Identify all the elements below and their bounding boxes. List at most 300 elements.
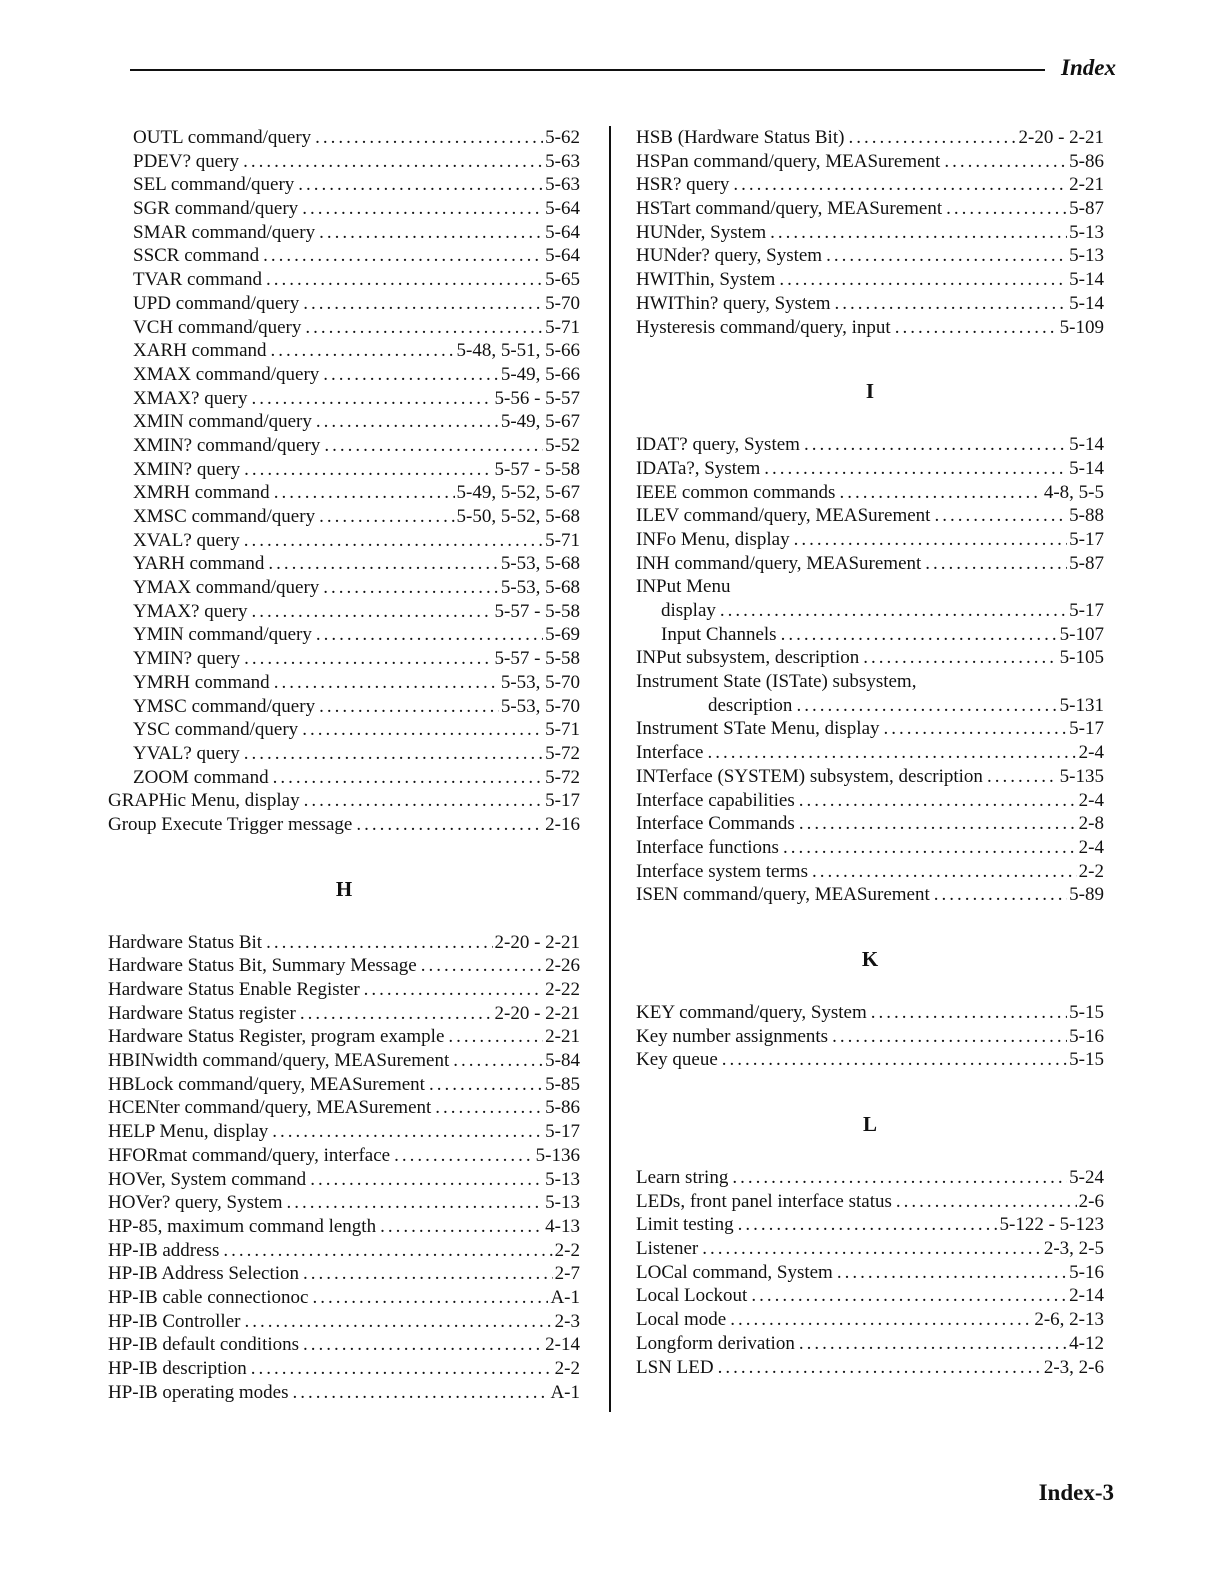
index-term: Hysteresis command/query, input	[636, 316, 891, 338]
dot-leader	[323, 576, 499, 600]
dot-leader	[268, 552, 498, 576]
dot-leader	[832, 1025, 1067, 1049]
page-reference: 4-12	[1069, 1332, 1104, 1354]
dot-leader	[435, 1096, 543, 1120]
dot-leader	[987, 765, 1058, 789]
dot-leader	[244, 647, 492, 671]
index-term: YVAL? query	[133, 742, 240, 764]
index-entry	[636, 1284, 1104, 1308]
dot-leader	[429, 1073, 543, 1097]
page-reference: A-1	[550, 1381, 580, 1403]
dot-leader	[826, 244, 1067, 268]
index-entry	[108, 434, 580, 458]
index-entry	[108, 600, 580, 624]
page-reference: 5-16	[1069, 1261, 1104, 1283]
page-reference: 5-109	[1059, 316, 1104, 338]
page-reference: 2-14	[1069, 1285, 1104, 1307]
page-reference: 5-87	[1069, 198, 1104, 220]
page-reference: 5-84	[545, 1050, 580, 1072]
index-term: HP-IB address	[108, 1239, 220, 1261]
dot-leader	[244, 1310, 552, 1334]
page-reference: 5-88	[1069, 505, 1104, 527]
page-reference: 2-3	[554, 1310, 580, 1332]
index-term: TVAR command	[133, 269, 262, 291]
index-term: HP-IB Controller	[108, 1310, 241, 1332]
page-reference: 2-6	[1078, 1190, 1104, 1212]
page-reference: 4-8, 5-5	[1043, 481, 1104, 503]
page-reference: 5-85	[545, 1073, 580, 1095]
index-term: YMSC command/query	[133, 695, 316, 717]
index-term: HFORmat command/query, interface	[108, 1144, 391, 1166]
index-entry	[108, 1286, 580, 1310]
index-entry	[108, 813, 580, 837]
dot-leader	[319, 221, 543, 245]
index-entry	[108, 505, 580, 529]
dot-leader	[764, 457, 1067, 481]
index-term: INH command/query, MEASurement	[636, 552, 922, 574]
index-entry	[108, 126, 580, 150]
index-entry	[108, 1381, 580, 1405]
index-entry	[108, 766, 580, 790]
dot-leader	[364, 978, 544, 1002]
index-entry	[636, 197, 1104, 221]
dot-leader	[274, 671, 499, 695]
dot-leader	[286, 1191, 543, 1215]
index-term: VCH command/query	[133, 316, 302, 338]
page-reference: 2-7	[554, 1263, 580, 1285]
page-reference: 5-63	[545, 174, 580, 196]
page-reference: 5-49, 5-52, 5-67	[456, 482, 580, 504]
page-reference: 5-15	[1069, 1001, 1104, 1023]
page-reference: 5-87	[1069, 552, 1104, 574]
index-entry	[636, 1190, 1104, 1214]
index-term: OUTL command/query	[133, 127, 312, 148]
section-letter-h: H	[335, 876, 353, 901]
dot-leader	[835, 292, 1068, 316]
dot-leader	[421, 954, 543, 978]
dot-leader	[722, 1048, 1067, 1072]
dot-leader	[319, 695, 499, 719]
index-term: HP-IB default conditions	[108, 1334, 300, 1356]
dot-leader	[292, 1381, 548, 1405]
index-term: HP-IB cable connectionoc	[108, 1286, 309, 1308]
index-entry	[636, 812, 1104, 836]
index-entry	[636, 150, 1104, 174]
index-entry	[108, 481, 580, 505]
dot-leader	[303, 1333, 543, 1357]
dot-leader	[272, 1120, 543, 1144]
index-entry	[636, 528, 1104, 552]
page-reference: 5-17	[545, 790, 580, 812]
page-reference: 5-17	[1069, 528, 1104, 550]
page-reference: 5-57 - 5-58	[494, 458, 580, 480]
section-l-entries	[636, 1166, 1104, 1379]
index-entry	[108, 173, 580, 197]
dot-leader	[732, 1166, 1067, 1190]
section-k-entries	[636, 1001, 1104, 1072]
dot-leader	[733, 173, 1067, 197]
index-entry	[108, 576, 580, 600]
index-entry	[636, 883, 1104, 907]
page-reference: 5-122 - 5-123	[999, 1214, 1104, 1236]
dot-leader	[303, 1262, 553, 1286]
index-column-left	[108, 126, 580, 1404]
index-entry	[636, 646, 1104, 670]
left-entries	[108, 126, 580, 837]
page-reference: 5-89	[1069, 884, 1104, 906]
index-entry	[108, 718, 580, 742]
index-entry	[108, 1120, 580, 1144]
index-term: HP-IB Address Selection	[108, 1263, 300, 1285]
page-reference: 2-2	[554, 1239, 580, 1261]
page-reference: 2-2	[1078, 860, 1104, 882]
page-reference: 5-71	[545, 719, 580, 741]
index-entry	[636, 694, 1104, 718]
index-entry	[636, 623, 1104, 647]
dot-leader	[273, 766, 544, 790]
page-reference: 5-72	[545, 766, 580, 788]
dot-leader	[223, 1239, 552, 1263]
index-term: Hardware Status Enable Register	[108, 979, 360, 1000]
dot-leader	[304, 789, 544, 813]
dot-leader	[324, 434, 543, 458]
page-reference: 2-20 - 2-21	[1018, 127, 1104, 148]
page-reference: 5-72	[545, 742, 580, 764]
page-reference: 2-4	[1078, 742, 1104, 764]
index-entry	[108, 268, 580, 292]
page-reference: 2-4	[1078, 789, 1104, 811]
index-entry	[108, 954, 580, 978]
dot-leader	[244, 529, 543, 553]
page-reference: 2-26	[545, 955, 580, 977]
page-reference: 5-14	[1069, 269, 1104, 291]
dot-leader	[315, 126, 543, 150]
index-term: XMSC command/query	[133, 506, 316, 527]
dot-leader	[925, 552, 1067, 576]
index-term: LSN LED	[636, 1356, 714, 1378]
index-term: SGR command/query	[133, 198, 299, 220]
index-entry	[108, 529, 580, 553]
dot-leader	[738, 1213, 998, 1237]
index-term: INTerface (SYSTEM) subsystem, description	[636, 765, 983, 787]
index-term: HP-IB operating modes	[108, 1381, 289, 1403]
dot-leader	[300, 1002, 493, 1026]
index-entry	[108, 1191, 580, 1215]
dot-leader	[453, 1049, 543, 1073]
index-term: Longform derivation	[636, 1332, 795, 1354]
dot-leader	[796, 694, 1057, 718]
dot-leader	[244, 458, 492, 482]
dot-leader	[895, 316, 1058, 340]
page-reference: 5-49, 5-66	[500, 363, 580, 385]
dot-leader	[848, 126, 1016, 150]
page-reference: 2-21	[1069, 174, 1104, 196]
dot-leader	[812, 860, 1077, 884]
dot-leader	[946, 197, 1067, 221]
index-term: Local Lockout	[636, 1285, 748, 1307]
index-term: Interface system terms	[636, 860, 808, 882]
index-entry	[108, 1262, 580, 1286]
page-reference: 2-14	[545, 1334, 580, 1356]
page-reference: 2-22	[545, 979, 580, 1000]
index-term: HWIThin? query, System	[636, 292, 831, 314]
index-term: Learn string	[636, 1167, 729, 1188]
dot-leader	[316, 623, 543, 647]
index-entry	[636, 836, 1104, 860]
dot-leader	[799, 812, 1077, 836]
index-term: YARH command	[133, 553, 265, 575]
index-term: display	[661, 600, 716, 621]
page-reference: 5-71	[545, 529, 580, 551]
dot-leader	[730, 1308, 1032, 1332]
page-reference: 5-86	[545, 1097, 580, 1119]
index-column-right	[636, 126, 1104, 1379]
dot-leader	[323, 363, 499, 387]
page-reference: 5-13	[1069, 221, 1104, 243]
dot-leader	[884, 717, 1068, 741]
page-reference: 2-8	[1078, 813, 1104, 835]
index-term: Local mode	[636, 1309, 727, 1331]
page-reference: 5-57 - 5-58	[494, 600, 580, 622]
index-term: Hardware Status Bit, Summary Message	[108, 955, 417, 977]
index-entry	[108, 647, 580, 671]
index-term: GRAPHic Menu, display	[108, 790, 300, 812]
page-reference: 5-62	[545, 127, 580, 148]
index-entry	[108, 1357, 580, 1381]
index-term: HSB (Hardware Status Bit)	[636, 127, 845, 148]
index-entry	[636, 481, 1104, 505]
index-entry	[108, 1002, 580, 1026]
page-reference: 5-53, 5-70	[500, 695, 580, 717]
page-reference: 5-50, 5-52, 5-68	[456, 506, 580, 527]
index-entry	[108, 1096, 580, 1120]
index-term: HSTart command/query, MEASurement	[636, 198, 943, 220]
page-reference: 5-15	[1069, 1049, 1104, 1071]
dot-leader	[448, 1025, 543, 1049]
index-term: IDATa?, System	[636, 457, 761, 479]
index-entry	[636, 670, 1104, 694]
page-reference: 5-14	[1069, 457, 1104, 479]
index-term: Listener	[636, 1238, 699, 1260]
index-entry	[636, 1001, 1104, 1025]
header-rule	[130, 69, 1045, 71]
page-reference: 5-131	[1059, 694, 1104, 716]
dot-leader	[896, 1190, 1077, 1214]
index-entry	[108, 1144, 580, 1168]
section-letter-l: L	[862, 1112, 877, 1136]
index-term: Hardware Status Register, program example	[108, 1026, 445, 1048]
index-term: SMAR command/query	[133, 221, 316, 243]
dot-leader	[305, 316, 543, 340]
dot-leader	[770, 221, 1067, 245]
index-term: ZOOM command	[133, 766, 269, 788]
index-term: Hardware Status Bit	[108, 931, 263, 953]
index-entry	[636, 599, 1104, 623]
page-reference: 5-13	[1069, 245, 1104, 267]
page-reference: 5-14	[1069, 434, 1104, 456]
page-reference: 5-136	[535, 1144, 580, 1166]
dot-leader	[751, 1284, 1067, 1308]
dot-leader	[252, 600, 493, 624]
index-term: INPut subsystem, description	[636, 647, 860, 669]
index-term: HWIThin, System	[636, 269, 776, 291]
index-entry	[108, 244, 580, 268]
page-reference: 5-53, 5-70	[500, 671, 580, 693]
dot-leader	[263, 244, 543, 268]
index-entry	[636, 1048, 1104, 1072]
index-entry	[108, 292, 580, 316]
page-reference: 2-3, 2-6	[1043, 1356, 1104, 1378]
index-term: Hardware Status register	[108, 1002, 296, 1024]
index-term: YSC command/query	[133, 719, 299, 741]
index-entry	[636, 221, 1104, 245]
index-term: YMIN? query	[133, 648, 241, 670]
page-reference: 5-48, 5-51, 5-66	[456, 340, 580, 362]
index-term: Interface functions	[636, 836, 779, 858]
index-term: Instrument STate Menu, display	[636, 718, 880, 740]
dot-leader	[266, 931, 492, 955]
index-term: description	[708, 694, 793, 716]
index-entry	[636, 1261, 1104, 1285]
index-term: XMIN command/query	[133, 411, 312, 433]
index-entry	[108, 363, 580, 387]
index-entry	[108, 1049, 580, 1073]
page-reference: 5-13	[545, 1192, 580, 1214]
section-letter-k: K	[861, 946, 879, 971]
page-reference: 5-17	[1069, 600, 1104, 621]
index-entry	[636, 1213, 1104, 1237]
page-reference: 2-6, 2-13	[1034, 1309, 1104, 1331]
dot-leader	[863, 646, 1057, 670]
dot-leader	[244, 742, 543, 766]
index-entry	[108, 221, 580, 245]
index-term: Input Channels	[661, 623, 777, 645]
index-entry	[108, 695, 580, 719]
index-term: Interface capabilities	[636, 789, 795, 811]
page-reference: 5-64	[545, 245, 580, 267]
index-entry	[636, 1308, 1104, 1332]
dot-leader	[871, 1001, 1067, 1025]
dot-leader	[783, 836, 1077, 860]
page-reference: 5-52	[545, 434, 580, 456]
page-reference: 5-17	[545, 1121, 580, 1143]
index-term: Key number assignments	[636, 1025, 829, 1047]
dot-leader	[934, 504, 1067, 528]
dot-leader	[799, 1332, 1067, 1356]
index-entry	[636, 789, 1104, 813]
page-reference: A-1	[550, 1286, 580, 1308]
index-entry	[636, 860, 1104, 884]
index-entry	[108, 316, 580, 340]
index-term: HCENter command/query, MEASurement	[108, 1097, 432, 1119]
index-term: HUNder? query, System	[636, 245, 823, 267]
index-term: Group Execute Trigger message	[108, 813, 353, 835]
dot-leader	[380, 1215, 543, 1239]
index-term: IEEE common commands	[636, 481, 836, 503]
page-reference: 5-135	[1059, 765, 1104, 787]
index-entry	[108, 742, 580, 766]
page-reference: 5-86	[1069, 150, 1104, 172]
index-entry	[108, 1310, 580, 1334]
index-entry	[108, 150, 580, 174]
dot-leader	[839, 481, 1041, 505]
dot-leader	[243, 150, 543, 174]
page-reference: 2-2	[554, 1358, 580, 1379]
index-entry	[636, 1025, 1104, 1049]
index-entry	[636, 575, 1104, 599]
index-term: INPut Menu	[636, 576, 731, 598]
index-entry	[636, 741, 1104, 765]
dot-leader	[799, 789, 1077, 813]
index-term: SSCR command	[133, 245, 260, 267]
index-entry	[108, 1333, 580, 1357]
index-term: LOCal command, System	[636, 1261, 833, 1283]
index-term: INFo Menu, display	[636, 528, 790, 550]
index-term: SEL command/query	[133, 174, 295, 196]
index-entry	[108, 1073, 580, 1097]
dot-leader	[794, 528, 1068, 552]
dot-leader	[934, 883, 1067, 907]
index-entry	[636, 457, 1104, 481]
page-reference: 5-107	[1059, 623, 1104, 645]
page-reference: 5-53, 5-68	[500, 553, 580, 575]
page-reference: 5-49, 5-67	[500, 411, 580, 433]
index-term: LEDs, front panel interface status	[636, 1190, 892, 1212]
dot-leader	[298, 173, 543, 197]
dot-leader	[266, 268, 543, 292]
dot-leader	[944, 150, 1067, 174]
index-term: XMRH command	[133, 482, 270, 504]
index-term: IDAT? query, System	[636, 434, 800, 456]
page-reference: 5-17	[1069, 718, 1104, 740]
dot-leader	[781, 623, 1058, 647]
page-reference: 5-70	[545, 292, 580, 314]
index-term: HELP Menu, display	[108, 1121, 269, 1143]
page-reference: 2-16	[545, 813, 580, 835]
dot-leader	[394, 1144, 534, 1168]
index-entry	[636, 765, 1104, 789]
dot-leader	[252, 387, 493, 411]
index-term: XMIN? command/query	[133, 434, 321, 456]
index-term: XMAX? query	[133, 387, 248, 409]
index-entry	[108, 458, 580, 482]
index-entry	[108, 1168, 580, 1192]
right-entries	[636, 126, 1104, 339]
index-entry	[636, 552, 1104, 576]
page-reference: 4-13	[545, 1215, 580, 1237]
index-entry	[636, 292, 1104, 316]
index-term: HP-IB description	[108, 1358, 247, 1379]
dot-leader	[718, 1356, 1042, 1380]
index-term: Key queue	[636, 1049, 718, 1071]
index-entry	[108, 978, 580, 1002]
index-entry	[636, 126, 1104, 150]
index-term: HOVer, System command	[108, 1168, 307, 1190]
page-reference: 5-105	[1059, 647, 1104, 669]
index-entry	[108, 789, 580, 813]
index-entry	[636, 504, 1104, 528]
dot-leader	[779, 268, 1067, 292]
dot-leader	[316, 410, 499, 434]
page-reference: 2-20 - 2-21	[494, 1002, 580, 1024]
index-entry	[636, 268, 1104, 292]
index-term: UPD command/query	[133, 292, 300, 314]
index-entry	[636, 1356, 1104, 1380]
page-reference: 5-53, 5-68	[500, 577, 580, 599]
index-term: PDEV? query	[133, 150, 240, 172]
page-reference: 5-13	[545, 1168, 580, 1190]
page-reference: 5-56 - 5-57	[494, 387, 580, 409]
